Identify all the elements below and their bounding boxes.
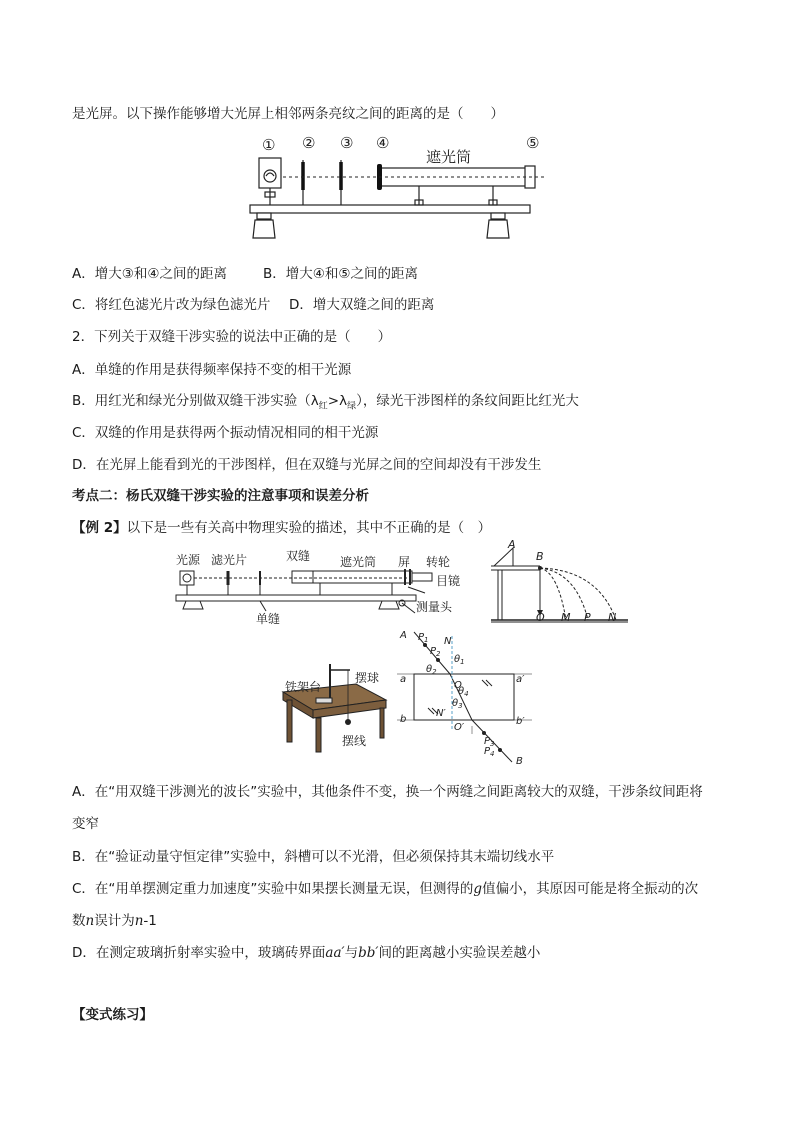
fig5-a-upper: A — [400, 630, 407, 641]
q2-option-c: C．双缝的作用是获得两个振动情况相同的相干光源 — [72, 425, 379, 441]
fig5-p3: $P_3$ — [484, 736, 495, 748]
fig2-single-slit: 单缝 — [256, 612, 281, 626]
example2-option-d-post: 间的距离越小实验误差越小 — [378, 945, 541, 961]
example2-option-d-pre: D．在测定玻璃折射率实验中，玻璃砖界面 — [72, 945, 326, 961]
q2-option-b-sub-red: 红 — [318, 401, 328, 412]
example2-option-d-aa: aa′ — [325, 945, 345, 961]
fig5-theta4: $\theta_4$ — [458, 686, 469, 698]
q1-stem: 是光屏。以下操作能够增大光屏上相邻两条亮纹之间的距离的是（ ） — [72, 106, 504, 122]
fig5-o-prime: O′ — [454, 722, 465, 733]
example2-option-a-line1: A．在“用双缝干涉测光的波长”实验中，其他条件不变，换一个两缝之间距离较大的双缝，干涉条纹间距将 — [72, 784, 703, 800]
fig5-a-prime: a′ — [516, 674, 525, 685]
example2-stem-line — [72, 516, 491, 536]
q1-option-b: B．增大④和⑤之间的距离 — [263, 266, 418, 282]
fig1-label-5: ⑤ — [526, 134, 540, 152]
fig4-stand-label: 铁架台 — [285, 680, 322, 694]
fig5-b-upper: B — [516, 756, 523, 767]
fig3-label-o: O — [536, 611, 545, 624]
example2-option-c-l2-pre: 数 — [72, 913, 86, 929]
fig1-label-4: ④ — [376, 134, 390, 152]
fig2-screen: 屏 — [398, 555, 411, 569]
example2-option-c-pre: C．在“用单摆测定重力加速度”实验中如果摆长测量无误，但测得的 — [72, 881, 474, 897]
q1-option-a: A．增大③和④之间的距离 — [72, 266, 227, 282]
fig2-double-slit: 双缝 — [286, 549, 311, 563]
example2-option-c-l2-post: -1 — [143, 913, 157, 929]
fig1-label-3: ③ — [340, 134, 354, 152]
fig3-label-b: B — [536, 550, 544, 563]
example2-tag: 【例 2】 — [72, 520, 127, 536]
section2-title: 考点二：杨氏双缝干涉实验的注意事项和误差分析 — [72, 488, 369, 504]
fig3-label-p: P — [584, 611, 591, 624]
fig5-p1: $P_1$ — [418, 632, 429, 644]
fig5-theta3: $\theta_3$ — [452, 698, 463, 710]
example2-option-c-line2 — [72, 909, 157, 929]
momentum-conservation-figure — [488, 538, 633, 628]
q2-option-b-post: ），绿光干涉图样的条纹间距比红光大 — [356, 393, 579, 409]
fig1-tube-label: 遮光筒 — [426, 148, 472, 166]
fig5-theta2: $\theta_2$ — [426, 664, 437, 676]
fig1-label-2: ② — [302, 134, 316, 152]
glass-refraction-figure — [392, 630, 552, 770]
fig5-n-prime: N′ — [436, 708, 446, 719]
fig5-p2: $P_2$ — [430, 646, 441, 658]
example2-option-b: B．在“验证动量守恒定律”实验中，斜槽可以不光滑，但必须保持其末端切线水平 — [72, 849, 555, 865]
q2-option-b-mid: >λ — [327, 393, 348, 409]
example2-stem: 以下是一些有关高中物理实验的描述，其中不正确的是（ ） — [126, 520, 492, 536]
pendulum-figure — [278, 660, 390, 755]
practice-title: 【变式练习】 — [72, 1007, 153, 1023]
fig5-b-prime: b′ — [516, 716, 525, 727]
q1-option-d: D．增大双缝之间的距离 — [289, 297, 435, 313]
q2-stem: 2．下列关于双缝干涉实验的说法中正确的是（ ） — [72, 329, 392, 345]
fig4-ball-label: 摆球 — [355, 671, 380, 685]
example2-option-c-n2: n — [134, 913, 144, 929]
example2-option-d — [72, 941, 540, 961]
fig3-label-m: M — [561, 611, 571, 624]
fig2-wheel: 转轮 — [426, 555, 451, 569]
q2-option-b-pre: B．用红光和绿光分别做双缝干涉实验（λ — [72, 393, 319, 409]
fig2-eyepiece: 目镜 — [436, 574, 461, 588]
example2-option-d-mid: 与 — [344, 945, 359, 961]
example2-option-c-line1 — [72, 877, 698, 897]
q2-option-a: A．单缝的作用是获得频率保持不变的相干光源 — [72, 362, 352, 378]
fig1-label-1: ① — [262, 136, 276, 154]
fig2-measuring-head: 测量头 — [416, 600, 453, 614]
example2-option-c-l2-mid: 误计为 — [94, 913, 135, 929]
example2-option-c-n: n — [85, 913, 95, 929]
fig5-theta1: $\theta_1$ — [454, 654, 465, 666]
fig5-n: N — [444, 636, 452, 647]
double-slit-apparatus-figure — [245, 130, 555, 245]
example2-option-d-bb: bb′ — [358, 945, 379, 961]
fig5-p4: $P_4$ — [484, 746, 495, 758]
q1-option-c: C．将红色滤光片改为绿色滤光片 — [72, 297, 271, 313]
fig5-o: O — [454, 680, 462, 691]
fig5-a: a — [400, 674, 407, 685]
interference-apparatus-figure — [170, 545, 470, 627]
fig2-tube: 遮光筒 — [340, 555, 377, 569]
fig5-b: b — [400, 714, 407, 725]
q2-option-d: D．在光屏上能看到光的干涉图样，但在双缝与光屏之间的空间却没有干涉发生 — [72, 457, 542, 473]
example2-option-c-g: g — [473, 881, 483, 897]
fig2-light-source: 光源 — [176, 553, 201, 567]
fig3-label-n: N — [608, 611, 617, 624]
fig3-label-a: A — [508, 538, 516, 551]
fig4-string-label: 摆线 — [342, 734, 367, 748]
example2-option-a-line2: 变窄 — [72, 816, 99, 832]
q2-option-b-sub-green: 绿 — [347, 401, 357, 412]
fig2-filter: 滤光片 — [211, 553, 248, 567]
q2-option-b — [72, 389, 579, 412]
example2-option-c-post: 值偏小，其原因可能是将全振动的次 — [482, 881, 699, 897]
